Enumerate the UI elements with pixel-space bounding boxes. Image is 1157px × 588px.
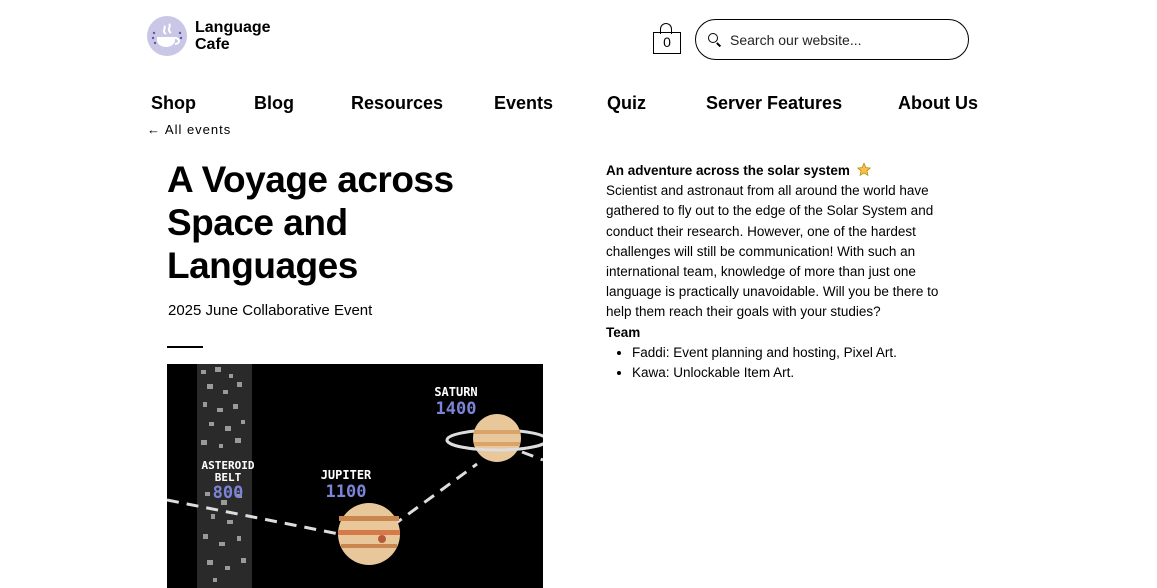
search-input[interactable] [730, 32, 940, 48]
cart-count: 0 [663, 34, 671, 50]
all-events-link[interactable]: ← All events [147, 122, 232, 137]
nav-quiz[interactable]: Quiz [607, 93, 646, 113]
main-nav [0, 93, 1157, 117]
coffee-cup-logo-icon [147, 16, 187, 56]
event-image: ASTEROID BELT 800 JUPITER 1100 SATURN 1400 [167, 364, 543, 588]
jupiter-value: 1100 [325, 482, 367, 502]
nav-server-features[interactable]: Server Features [706, 93, 843, 113]
logo-text: Language Cafe [195, 19, 271, 53]
description-text: Scientist and astronaut from all around the world have gathered to fly out to the edge of the Solar System and conduct their research. However, one of the hardest challenges will still be communication! With such an international team, knowledge of more than just one language is practically unavoidable. Will you be there to help them reach their goals with your studies? [606, 183, 939, 320]
asteroid-belt-value: 800 [212, 483, 244, 503]
jupiter-label: JUPITER [320, 468, 372, 482]
cart-button[interactable] [652, 22, 684, 56]
nav-resources[interactable]: Resources [351, 93, 444, 113]
search-box[interactable] [695, 19, 969, 60]
event-subtitle: 2025 June Collaborative Event [168, 302, 373, 319]
saturn-value: 1400 [435, 399, 477, 419]
search-icon[interactable] [708, 33, 722, 47]
asteroid-belt-label: ASTEROID [201, 459, 255, 472]
event-title: A Voyage across Space and Languages [167, 159, 454, 286]
nav-blog[interactable]: Blog [254, 93, 294, 113]
team-heading: Team [606, 324, 641, 340]
nav-about-us[interactable]: About Us [898, 93, 978, 113]
star-icon [854, 163, 872, 178]
list-item: • Kawa: Unlockable Item Art. [632, 363, 966, 383]
divider [167, 346, 203, 348]
list-item: • Faddi: Event planning and hosting, Pixel Art. [632, 343, 966, 363]
description-heading: An adventure across the solar system [606, 161, 966, 181]
team-list [606, 343, 966, 383]
saturn-label: SATURN [434, 385, 478, 399]
nav-events[interactable]: Events [494, 93, 554, 113]
event-description [606, 161, 966, 383]
jupiter-planet-graphic [338, 503, 400, 565]
nav-shop[interactable]: Shop [151, 93, 196, 113]
site-logo[interactable] [147, 16, 285, 56]
